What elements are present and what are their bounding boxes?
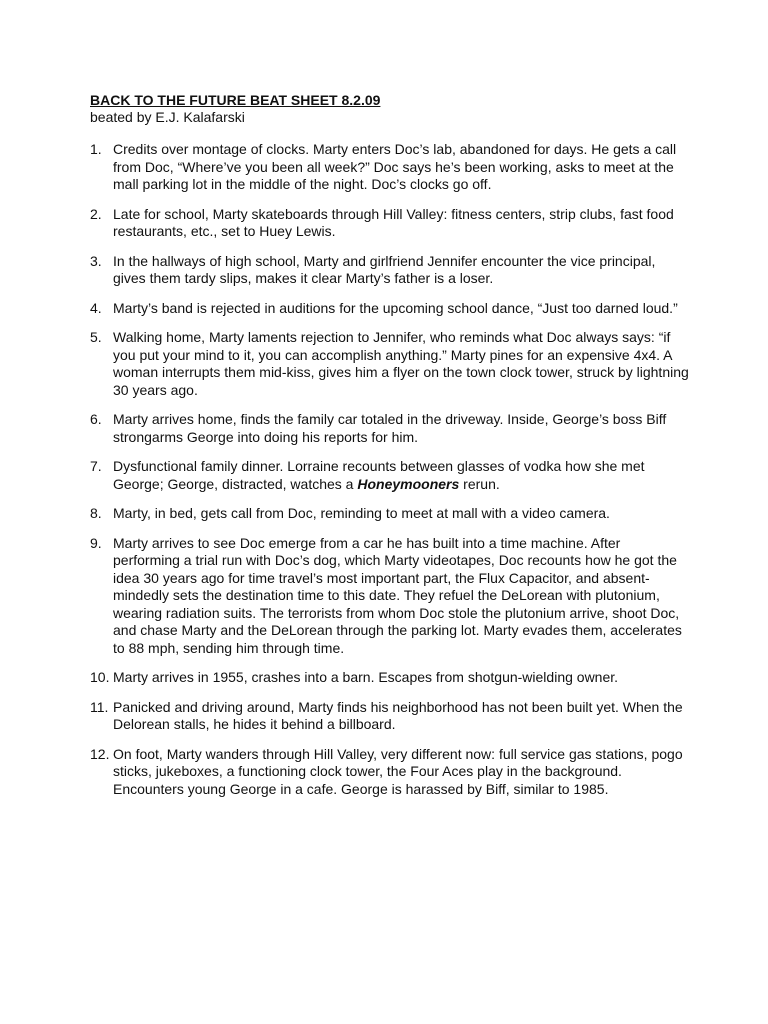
beat-number: 3. xyxy=(90,252,102,269)
beat-item xyxy=(90,300,690,318)
beat-text: On foot, Marty wanders through Hill Valley, very different now: full service gas stations, pogo sticks, jukeboxes, a functioning clock tower, the Four Aces play in the background. Encounters young George in a cafe. George is harassed by Biff, similar to 1985. xyxy=(113,745,683,797)
beat-text: Credits over montage of clocks. Marty enters Doc’s lab, abandoned for days. He gets a call from Doc, “Where’ve you been all week?” Doc says he’s been working, asks to meet at the mall parking lot in the middle of the night. Doc’s clocks go off. xyxy=(113,141,677,192)
beat-number: 12. xyxy=(90,745,110,762)
beat-text: Marty arrives to see Doc emerge from a car he has built into a time machine. After performing a trial run with Doc’s dog, which Marty videotapes, Doc recounts how he got the idea 30 years ago for time travel’s most important part, the Flux Capacitor, and absent-mindedly sets the destination time to this date. They refuel the DeLorean with plutonium, wearing radiation suits. The terrorists from whom Doc stole the plutonium arrive, shoot Doc, and chase Marty and the DeLorean through the parking lot. Marty evades them, accelerates to 88 mph, sending him through time. xyxy=(113,534,682,656)
beat-item xyxy=(90,458,690,493)
beat-item xyxy=(90,699,690,734)
document-title: BACK TO THE FUTURE BEAT SHEET 8.2.09 xyxy=(90,92,381,108)
beat-item xyxy=(90,253,690,288)
beat-text xyxy=(113,458,645,492)
beat-item xyxy=(90,505,690,523)
beat-text: Marty’s band is rejected in auditions for the upcoming school dance, “Just too darned loud.” xyxy=(113,299,678,316)
beat-number: 6. xyxy=(90,411,102,427)
beat-number: 2. xyxy=(90,205,102,222)
beat-text: Walking home, Marty laments rejection to Jennifer, who reminds what Doc always says: “if you put your mind to it, you can accomplish anything.” Marty pines for an expensive 4x4. A woman interrupts them mid-kiss, gives him a flyer on the town clock tower, struck by lightning 30 years ago. xyxy=(113,329,689,398)
beat-list xyxy=(90,141,690,798)
document-byline: beated by E.J. Kalafarski xyxy=(90,109,245,125)
beat-text: Panicked and driving around, Marty finds his neighborhood has not been built yet. When the Delorean stalls, he hides it behind a billboard. xyxy=(113,698,683,732)
beat-text: Marty, in bed, gets call from Doc, reminding to meet at mall with a video camera. xyxy=(113,505,610,521)
beat-number: 1. xyxy=(90,141,102,157)
beat-item xyxy=(90,746,690,799)
show-title: Honeymooners xyxy=(357,475,460,492)
beat-number: 7. xyxy=(90,458,102,474)
beat-text: Marty arrives in 1955, crashes into a barn. Escapes from shotgun-wielding owner. xyxy=(113,669,619,685)
beat-item xyxy=(90,206,690,241)
beat-number: 9. xyxy=(90,534,102,551)
beat-item xyxy=(90,535,690,658)
beat-text: In the hallways of high school, Marty and girlfriend Jennifer encounter the vice principal, gives them tardy slips, makes it clear Marty’s father is a loser. xyxy=(113,252,656,286)
beat-text-after: rerun. xyxy=(459,475,500,492)
beat-text-before: Dysfunctional family dinner. Lorraine recounts between glasses of vodka how she met George; George, distracted, watches a xyxy=(113,458,645,492)
beat-number: 11. xyxy=(90,698,109,715)
beat-number: 8. xyxy=(90,505,102,521)
beat-item xyxy=(90,329,690,399)
beat-number: 4. xyxy=(90,299,102,316)
beat-text: Marty arrives home, finds the family car totaled in the driveway. Inside, George’s boss Biff strongarms George into doing his reports for him. xyxy=(113,411,667,445)
document-page xyxy=(90,92,690,810)
beat-item xyxy=(90,411,690,446)
beat-text: Late for school, Marty skateboards through Hill Valley: fitness centers, strip clubs, fast food restaurants, etc., set to Huey Lewis. xyxy=(113,205,674,239)
beat-number: 5. xyxy=(90,329,102,345)
beat-number: 10. xyxy=(90,669,110,685)
beat-item xyxy=(90,669,690,687)
beat-item xyxy=(90,141,690,194)
